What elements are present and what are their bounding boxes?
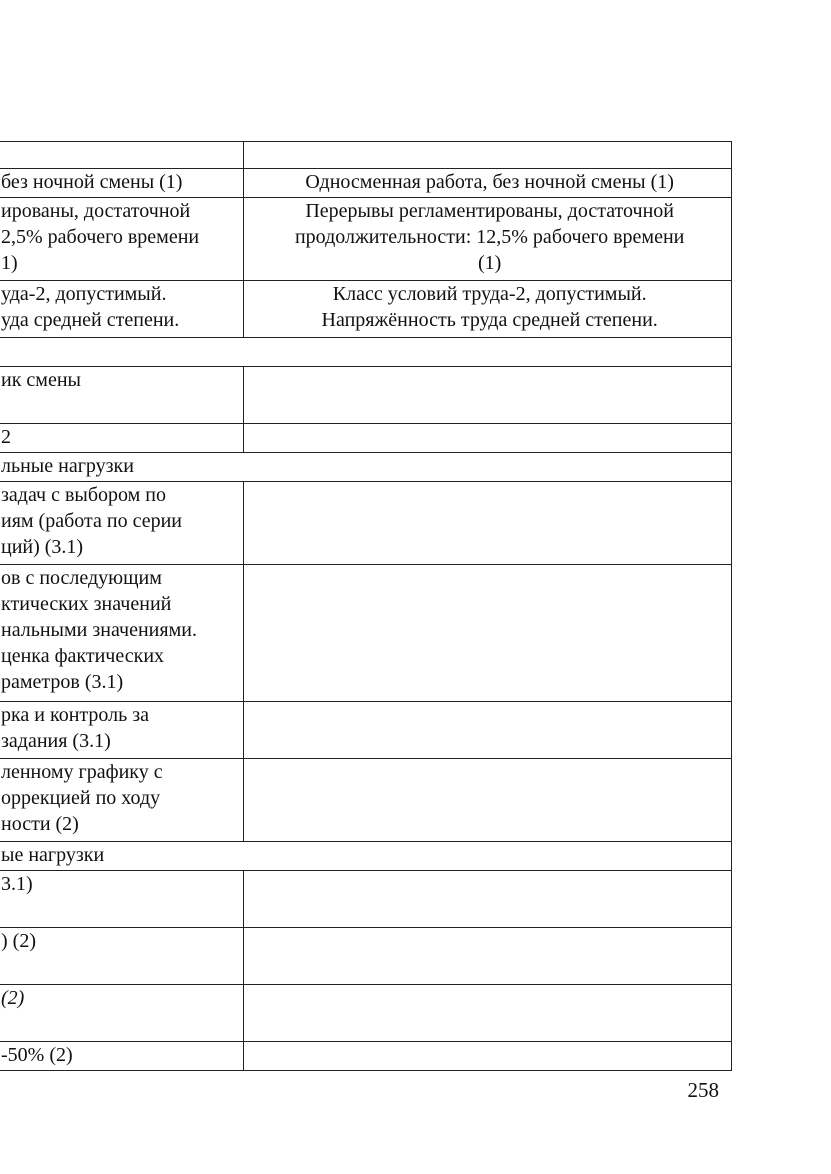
table-row (0, 424, 732, 453)
table-cell-left (0, 169, 244, 198)
cell-text-line: рка и контроль за (1, 704, 149, 726)
table-cell-right (244, 985, 732, 1042)
table-cell-left (0, 198, 244, 281)
cell-text-line: уда-2, допустимый. (1, 283, 167, 305)
table-cell-right (244, 565, 732, 702)
cell-text-line: оррекцией по ходу (1, 787, 161, 809)
table-row (0, 367, 732, 424)
cell-text-line: -50% (2) (1, 1044, 73, 1066)
cell-text-line: Односменная работа, без ночной смены (1) (305, 171, 674, 193)
table-cell-left (0, 565, 244, 702)
cell-text-line: ленному графику с (1, 761, 163, 783)
table-cell-left (0, 985, 244, 1042)
cell-text-line: ций) (3.1) (1, 536, 84, 558)
table-cell-left (0, 424, 244, 453)
table-row (0, 871, 732, 928)
table-cell-right (244, 281, 732, 338)
cell-text-line: без ночной смены (1) (1, 171, 183, 193)
table-cell-right (244, 367, 732, 424)
table-cell-section (0, 453, 732, 482)
table-row (0, 169, 732, 198)
cell-text-line: 2,5% рабочего времени (1, 226, 200, 248)
cell-text-line: ик смены (1, 369, 81, 391)
table-cell-right (244, 702, 732, 759)
table-row (0, 338, 732, 367)
table-cell-right (244, 759, 732, 842)
document-table (0, 141, 732, 1071)
cell-text-line: Напряжённость труда средней степени. (321, 309, 658, 331)
cell-text-line: уда средней степени. (1, 309, 180, 331)
table-row (0, 142, 732, 169)
table-cell-right (244, 424, 732, 453)
cell-text-line: (1) (478, 252, 502, 274)
cell-text-line: Перерывы регламентированы, достаточной (305, 200, 674, 222)
cell-text-line: ов с последующим (1, 567, 162, 589)
table-cell-left (0, 759, 244, 842)
table-row (0, 702, 732, 759)
table-cell-left (0, 1042, 244, 1071)
cell-text-line: ированы, достаточной (1, 200, 191, 222)
cell-text-line: ктических значений (1, 593, 172, 615)
table-cell-right (244, 482, 732, 565)
table-row (0, 928, 732, 985)
table-row (0, 985, 732, 1042)
cell-text-line: (2) (1, 987, 25, 1009)
cell-text-line: продолжительности: 12,5% рабочего времени (294, 226, 685, 248)
table-cell-right (244, 928, 732, 985)
table-cell-right (244, 169, 732, 198)
table-cell-left (0, 482, 244, 565)
table-row (0, 759, 732, 842)
table-cell-section (0, 338, 732, 367)
table-row (0, 842, 732, 871)
cell-text-line: 3.1) (1, 873, 33, 895)
cell-text-line: Класс условий труда-2, допустимый. (332, 283, 647, 305)
cell-text-line: ценка фактических (1, 645, 165, 667)
cell-text-line: задач с выбором по (1, 484, 166, 506)
table-row (0, 281, 732, 338)
table-cell-right (244, 871, 732, 928)
cell-text-line: иям (работа по серии (1, 510, 182, 532)
cell-text-line: ности (2) (1, 813, 79, 835)
table-row (0, 482, 732, 565)
table-row (0, 1042, 732, 1071)
table-cell-left (0, 702, 244, 759)
table-cell-section (0, 842, 732, 871)
table-cell-left (0, 281, 244, 338)
page-number: 258 (687, 1078, 719, 1102)
cell-text-line: ) (2) (1, 930, 36, 952)
table-cell-left (0, 928, 244, 985)
table-cell-right (244, 198, 732, 281)
table-cell-right (244, 1042, 732, 1071)
cell-text-line: раметров (3.1) (1, 671, 124, 693)
cell-text-line: 2 (1, 426, 11, 448)
table-cell-right (244, 142, 732, 169)
cell-text-line: льные нагрузки (1, 455, 134, 477)
cell-text-line: 1) (1, 252, 18, 274)
table-row (0, 453, 732, 482)
table-row (0, 565, 732, 702)
table-cell-left (0, 871, 244, 928)
table-row (0, 198, 732, 281)
cell-text-line: задания (3.1) (1, 730, 111, 752)
table-cell-left (0, 142, 244, 169)
cell-text-line: ые нагрузки (1, 844, 105, 866)
table-cell-left (0, 367, 244, 424)
cell-text-line: нальными значениями. (1, 619, 197, 641)
